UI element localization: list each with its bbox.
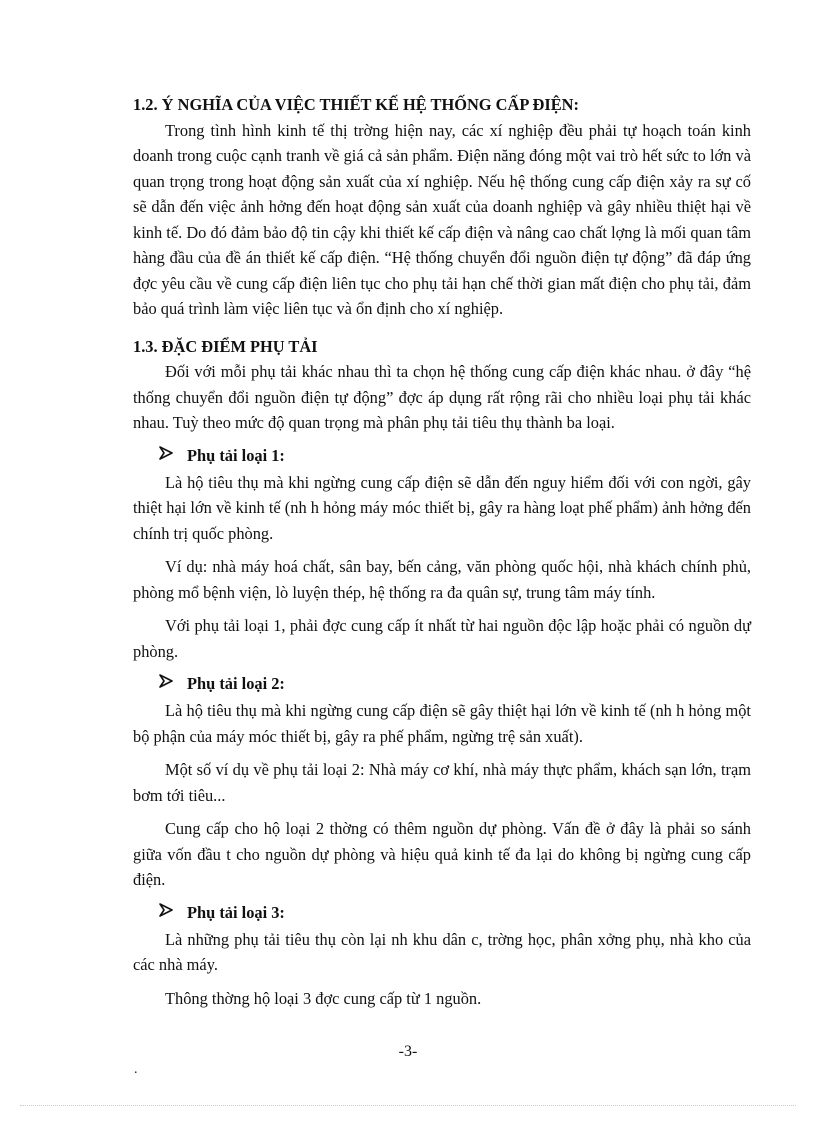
paragraph-type2-examples: Một số ví dụ về phụ tải loại 2: Nhà máy cơ khí, nhà máy thực phẩm, khách sạn lớn, trạm bơm tới tiêu... xyxy=(133,760,751,805)
paragraph-type2-definition: Là hộ tiêu thụ mà khi ngừng cung cấp điện sẽ gây thiệt hại lớn về kinh tế (nh h hỏng một bộ phận của máy móc thiết bị, gây ra phế phẩm, ngừng trệ sản xuất). xyxy=(133,701,751,746)
arrowhead-bullet-icon xyxy=(159,444,177,468)
section-heading-1-2: 1.2. Ý NGHĨA CỦA VIỆC THIẾT KẾ HỆ THỐNG CẤP ĐIỆN: xyxy=(133,95,579,114)
paragraph-type1-examples: Ví dụ: nhà máy hoá chất, sân bay, bến cảng, văn phòng quốc hội, nhà khách chính phủ, phòng mổ bệnh viện, lò luyện thép, hệ thống ra đa quân sự, trung tâm máy tính. xyxy=(133,557,751,602)
paragraph-load-characteristics: Đối với mỗi phụ tải khác nhau thì ta chọn hệ thống cung cấp điện khác nhau. ở đây “hệ thống chuyển đổi nguồn điện tự động” đợc áp dụng rất rộng rãi cho nhiều loại phụ tải khác nhau. Tuỳ theo mức độ quan trọng mà phân phụ tải tiêu thụ thành ba loại. xyxy=(133,362,751,432)
arrowhead-bullet-icon xyxy=(159,672,177,696)
footer-divider xyxy=(20,1105,796,1106)
paragraph-type1-definition: Là hộ tiêu thụ mà khi ngừng cung cấp điện sẽ dẫn đến nguy hiểm đối với con ngời, gây thiệt hại lớn về kinh tế (nh h hỏng máy móc thiết bị, gây ra hàng loạt phế phẩm) ảnh hởng đến chính trị quốc phòng. xyxy=(133,472,751,543)
paragraph-type2-supply: Cung cấp cho hộ loại 2 thờng có thêm nguồn dự phòng. Vấn đề ở đây là phải so sánh giữa vốn đầu t cho nguồn dự phòng và hiệu quả kinh tế đa lại do không bị ngừng cung cấp điện. xyxy=(133,819,751,889)
paragraph-significance: Trong tình hình kinh tế thị trờng hiện nay, các xí nghiệp đều phải tự hoạch toán kinh doanh trong cuộc cạnh tranh về giá cả sản phẩm. Điện năng đóng một vai trò hết sức to lớn và quan trọng trong hoạt động sản xuất của xí nghiệp. Nếu hệ thống cung cấp điện xảy ra sự cố sẽ dẫn đến việc ảnh hởng đến hoạt động sản xuất của doanh nghiệp và gây nhiều thiệt hại về kinh tế. Do đó đảm bảo độ tin cậy khi thiết kế cấp điện và nâng cao chất lợng là mối quan tâm hàng đầu của đề án thiết kế cấp điện. “Hệ thống chuyển đổi nguồn điện tự động” đã đáp ứng đợc yêu cầu về cung cấp điện liên tục cho phụ tải hạn chế thời gian mất điện cho phụ tải, đảm bảo quá trình làm việc liên tục và ổn định cho xí nghiệp. xyxy=(133,120,751,318)
subheading-label: Phụ tải loại 1: xyxy=(187,445,285,465)
paragraph-type3-definition: Là những phụ tải tiêu thụ còn lại nh khu dân c, trờng học, phân xởng phụ, nhà kho của các nhà máy. xyxy=(133,929,751,974)
document-page xyxy=(133,88,751,1011)
subheading-label: Phụ tải loại 3: xyxy=(187,902,285,922)
paragraph-type1-supply: Với phụ tải loại 1, phải đợc cung cấp ít nhất từ hai nguồn độc lập hoặc phải có nguồn dự phòng. xyxy=(133,616,751,661)
paragraph-type3-supply: Thông thờng hộ loại 3 đợc cung cấp từ 1 nguồn. xyxy=(165,988,482,1008)
subheading-load-type-2 xyxy=(159,672,751,696)
arrowhead-bullet-icon xyxy=(159,901,177,925)
page-number: -3- xyxy=(398,1043,418,1060)
section-heading-1-3: 1.3. ĐẶC ĐIỂM PHỤ TẢI xyxy=(133,336,318,356)
footer-dot: . xyxy=(134,1062,138,1077)
subheading-load-type-3 xyxy=(159,901,751,925)
subheading-load-type-1 xyxy=(159,444,751,468)
subheading-label: Phụ tải loại 2: xyxy=(187,674,285,693)
